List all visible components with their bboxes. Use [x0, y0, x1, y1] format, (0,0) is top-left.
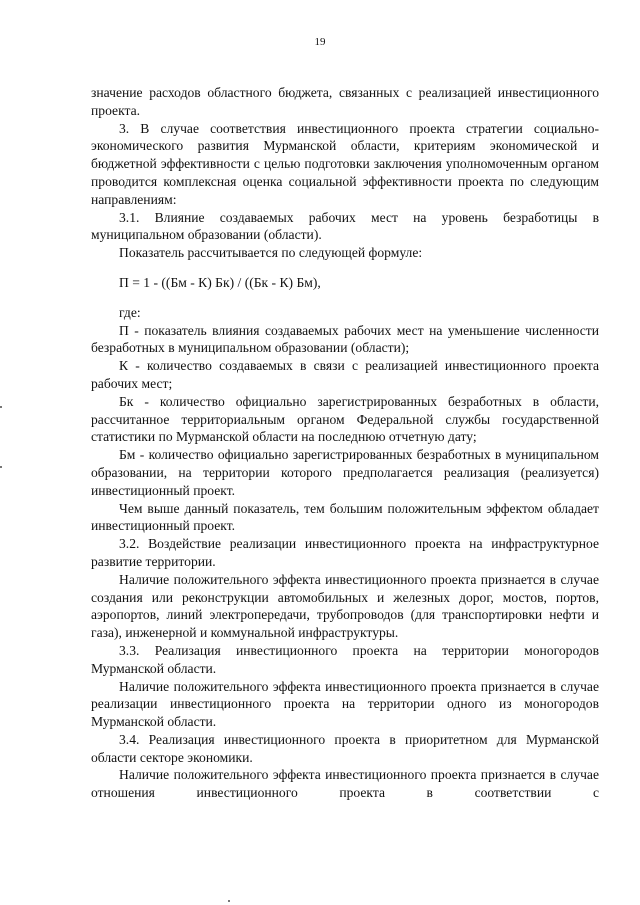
paragraph: Бк - количество официально зарегистрированных безработных в области, рассчитанное территориальным органом Федеральной службы государственной статистики по Мурманской области на последнюю отчетную дату;: [91, 393, 599, 445]
paragraph: значение расходов областного бюджета, связанных с реализацией инвестиционного проекта.: [91, 85, 599, 118]
paragraph: 3.4. Реализация инвестиционного проекта в приоритетном для Мурманской области секторе экономики.: [91, 731, 599, 765]
paragraph: Наличие положительного эффекта инвестиционного проекта признается в случае создания или реконструкции автомобильных и железных дорог, мостов, портов, аэропортов, линий электропередачи, трубопроводов (для транспортировки нефти и газа), инженерной и коммунальной инфраструктуры.: [91, 571, 599, 641]
page-number: 19: [314, 36, 326, 48]
paragraph: Наличие положительного эффекта инвестиционного проекта признается в случае отношения инвестиционного проекта в соответствии с: [91, 767, 599, 801]
spacer: [91, 262, 599, 274]
paragraph: Показатель рассчитывается по следующей формуле:: [119, 245, 423, 261]
scan-mark: [228, 900, 230, 902]
paragraph: 3.2. Воздействие реализации инвестиционного проекта на инфраструктурное развитие территории.: [91, 536, 599, 569]
paragraph: Наличие положительного эффекта инвестиционного проекта признается в случае реализации инвестиционного проекта на территории одного из моногородов Мурманской области.: [91, 678, 599, 730]
formula: П = 1 - ((Бм - К) Бк) / ((Бк - К) Бм),: [119, 274, 321, 290]
paragraph: где:: [119, 304, 141, 320]
paragraph: 3.3. Реализация инвестиционного проекта на территории моногородов Мурманской области.: [91, 642, 599, 676]
spacer: [91, 292, 599, 304]
paragraph: Бм - количество официально зарегистрированных безработных в муниципальном образовании, на территории которого предполагается реализация (реализуется) инвестиционный проект.: [91, 447, 599, 498]
paragraph: 3.1. Влияние создаваемых рабочих мест на уровень безработицы в муниципальном образовании (области).: [91, 209, 599, 243]
paragraph: К - количество создаваемых в связи с реализацией инвестиционного проекта рабочих мест;: [91, 358, 599, 391]
paragraph: П - показатель влияния создаваемых рабочих мест на уменьшение численности безработных в муниципальном образовании (области);: [91, 322, 599, 356]
paragraph: Чем выше данный показатель, тем большим положительным эффектом обладает инвестиционный проект.: [91, 500, 599, 534]
scan-mark: [0, 406, 2, 408]
paragraph: 3. В случае соответствия инвестиционного проекта стратегии социально-экономического развития Мурманской области, критериям экономической и бюджетной эффективности с целью подготовки заключения уполномоченным органом проводится комплексная оценка социальной эффективности проекта по следующим направлениям:: [91, 120, 599, 207]
scan-mark: [0, 466, 2, 468]
document-body: [91, 84, 599, 802]
